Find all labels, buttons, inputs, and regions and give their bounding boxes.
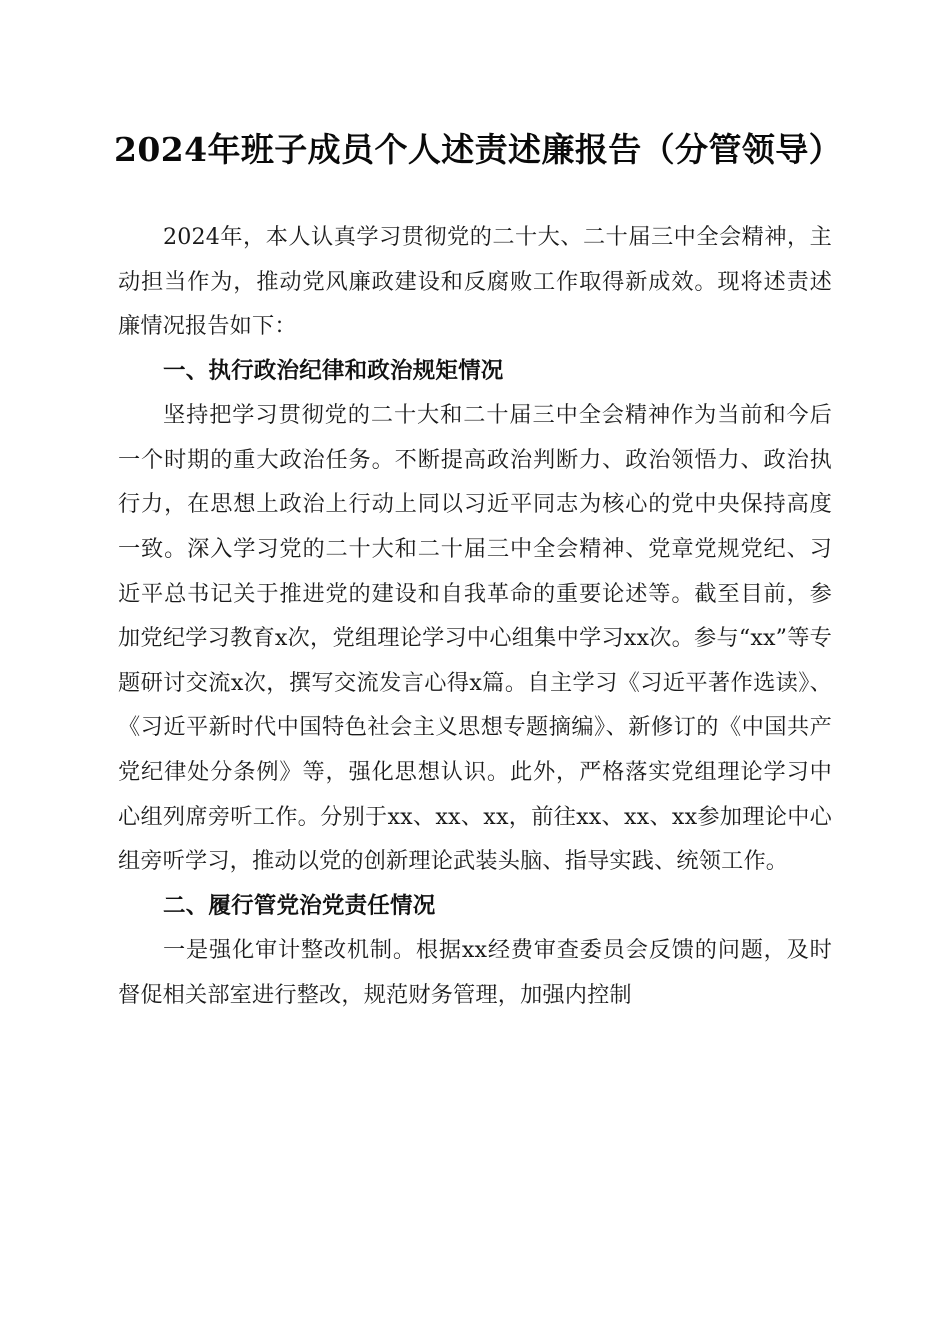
intro-paragraph: 2024年，本人认真学习贯彻党的二十大、二十届三中全会精神，主动担当作为，推动党风廉政建设和反腐败工作取得新成效。现将述责述廉情况报告如下：: [118, 224, 832, 340]
section-heading-two: 二、履行管党治党责任情况: [163, 892, 436, 918]
section-two-paragraph: 一是强化审计整改机制。根据xx经费审查委员会反馈的问题，及时督促相关部室进行整改，规范财务管理，加强内控制: [118, 937, 832, 1008]
page-title: 2024年班子成员个人述责述廉报告（分管领导）: [114, 130, 843, 169]
section-one-paragraph: 坚持把学习贯彻党的二十大和二十届三中全会精神作为当前和今后一个时期的重大政治任务。不断提高政治判断力、政治领悟力、政治执行力，在思想上政治上行动上同以习近平同志为核心的党中央保持高度一致。深入学习党的二十大和二十届三中全会精神、党章党规党纪、习近平总书记关于推进党的建设和自我革命的重要论述等。截至目前，参加党纪学习教育x次，党组理论学习中心组集中学习xx次。参与“xx”等专题研讨交流x次，撰写交流发言心得x篇。自主学习《习近平著作选读》、《习近平新时代中国特色社会主义思想专题摘编》、新修订的《中国共产党纪律处分条例》等，强化思想认识。此外，严格落实党组理论学习中心组列席旁听工作。分别于xx、xx、xx，前往xx、xx、xx参加理论中心组旁听学习，推动以党的创新理论武装头脑、指导实践、统领工作。: [118, 402, 832, 875]
section-heading-one: 一、执行政治纪律和政治规矩情况: [163, 357, 504, 383]
